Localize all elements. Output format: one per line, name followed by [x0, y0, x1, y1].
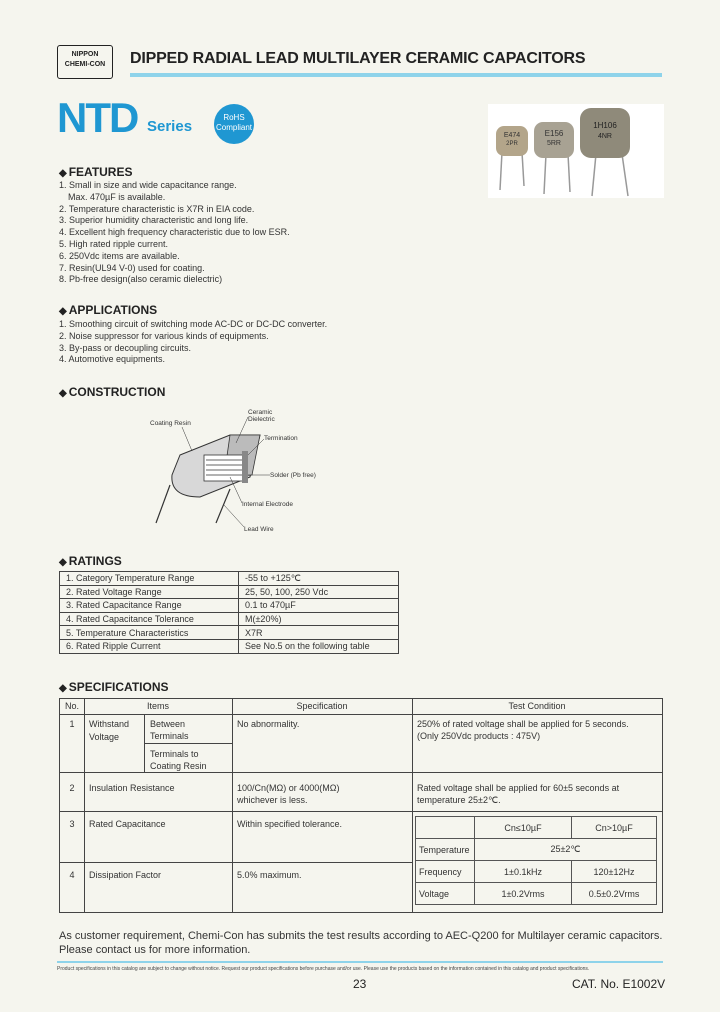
subtable-value: 1±0.2Vrms [475, 883, 572, 905]
subtable-label: Voltage [416, 883, 475, 905]
capacitor-3-line1: 1H106 [593, 121, 617, 130]
table-row [416, 861, 657, 883]
subtable-col: Cn>10µF [572, 817, 657, 839]
subtable-label: Frequency [416, 861, 475, 883]
spec-no: 1 [69, 719, 75, 729]
test-condition: 250% of rated voltage shall be applied for 5 seconds. [417, 719, 629, 729]
label-electrode: Internal Electrode [242, 501, 293, 508]
diamond-icon: ◆ [59, 168, 67, 179]
rating-item: 5. Temperature Characteristics [60, 626, 239, 640]
title-rule [130, 73, 662, 77]
row-divider [144, 743, 232, 744]
spec-item: Insulation Resistance [89, 783, 175, 793]
applications-heading-text: APPLICATIONS [68, 303, 158, 317]
subtable-value: 25±2℃ [475, 839, 657, 861]
col-divider [232, 699, 233, 912]
capacitor-2-line2: 5RR [546, 140, 562, 147]
spec-value: Within specified tolerance. [237, 819, 343, 829]
page-title: DIPPED RADIAL LEAD MULTILAYER CERAMIC CAPACITORS [130, 50, 586, 67]
rating-item: 4. Rated Capacitance Tolerance [60, 612, 239, 626]
table-row [60, 639, 399, 653]
capacitor-1-line2: 2PR [506, 141, 518, 147]
col-divider [412, 699, 413, 912]
rohs-badge [214, 104, 254, 144]
construction-heading [59, 385, 165, 399]
rating-item: 2. Rated Voltage Range [60, 585, 239, 599]
table-row [60, 599, 399, 613]
spec-value: whichever is less. [237, 795, 308, 805]
rohs-line1: RoHS [223, 113, 245, 122]
list-item: 4. Excellent high frequency characteristic due to low ESR. [59, 227, 290, 238]
rating-value: X7R [239, 626, 399, 640]
diamond-icon: ◆ [59, 557, 67, 568]
capacitor-1 [496, 126, 528, 190]
diamond-icon: ◆ [59, 306, 67, 317]
list-item: 5. High rated ripple current. [59, 238, 169, 249]
list-item: 4. Automotive equipments. [59, 354, 166, 365]
rating-value: See No.5 on the following table [239, 639, 399, 653]
spec-item: Voltage [89, 732, 120, 742]
table-row [416, 817, 657, 839]
spec-header-no: No. [64, 701, 79, 711]
capacitor-2-line1: E156 [544, 129, 564, 138]
ratings-heading-text: RATINGS [68, 554, 122, 568]
table-row [60, 585, 399, 599]
label-termination: Termination [264, 435, 298, 442]
spec-header-items: Items [146, 701, 169, 711]
capacitor-3 [580, 108, 630, 196]
page-number: 23 [353, 977, 367, 991]
spec-no: 3 [69, 819, 75, 829]
rating-item: 6. Rated Ripple Current [60, 639, 239, 653]
table-row [60, 572, 399, 586]
spec-no: 2 [69, 783, 75, 793]
test-condition: Rated voltage shall be applied for 60±5 seconds at [417, 783, 620, 793]
list-item: 8. Pb-free design(also ceramic dielectric) [59, 274, 223, 285]
specifications-heading [59, 680, 169, 694]
list-item: 2. Noise suppressor for various kinds of equipments. [59, 330, 269, 341]
rating-item: 3. Rated Capacitance Range [60, 599, 239, 613]
spec-header-test: Test Condition [508, 701, 566, 711]
spec-no: 4 [69, 870, 75, 880]
rating-value: -55 to +125℃ [239, 572, 399, 586]
subtable-label: Temperature [416, 839, 475, 861]
table-row [416, 883, 657, 905]
list-item: Max. 470µF is available. [68, 191, 166, 202]
diamond-icon: ◆ [59, 388, 67, 399]
disclaimer: Product specifications in this catalog are subject to change without notice. Request our product specifications before purchase and/or use. Please use the products based on the information contained in this catalog and product specifications. [57, 966, 590, 972]
test-condition-subtable [415, 816, 657, 905]
ratings-table [59, 571, 399, 654]
features-list [59, 180, 290, 286]
subtable-corner [416, 817, 475, 839]
label-lead: Lead Wire [244, 526, 274, 533]
applications-heading [59, 303, 157, 317]
capacitor-3-line2: 4NR [597, 133, 613, 140]
subtable-value: 120±12Hz [572, 861, 657, 883]
capacitor-2 [534, 122, 574, 194]
rohs-line2: Compliant [215, 123, 252, 132]
diamond-icon: ◆ [59, 683, 67, 694]
list-item: 3. By-pass or decoupling circuits. [59, 342, 192, 353]
specifications-heading-text: SPECIFICATIONS [68, 680, 169, 694]
applications-list [59, 319, 327, 366]
table-row [416, 839, 657, 861]
label-ceramic: Ceramic [248, 409, 273, 416]
spec-item: Rated Capacitance [89, 819, 166, 829]
spec-subitem: Coating Resin [150, 761, 207, 771]
spec-value: 100/Cn(MΩ) or 4000(MΩ) [237, 783, 340, 793]
row-divider [60, 772, 662, 773]
features-heading [59, 165, 132, 179]
table-row [60, 612, 399, 626]
construction-diagram [140, 405, 360, 540]
series-suffix: Series [147, 118, 193, 135]
rating-item: 1. Category Temperature Range [60, 572, 239, 586]
footer-rule [57, 961, 663, 963]
label-coating: Coating Resin [150, 420, 191, 427]
spec-subitem: Between [150, 719, 186, 729]
spec-item: Dissipation Factor [89, 870, 162, 880]
nippon-chemicon-logo [57, 45, 113, 79]
list-item: 6. 250Vdc items are available. [59, 250, 180, 261]
test-condition: (Only 250Vdc products : 475V) [417, 731, 541, 741]
series-name: NTD [57, 94, 138, 141]
list-item: 2. Temperature characteristic is X7R in EIA code. [59, 203, 255, 214]
specifications-table [59, 698, 663, 913]
row-divider [60, 862, 412, 863]
spec-value: No abnormality. [237, 719, 300, 729]
subtable-value: 0.5±0.2Vrms [572, 883, 657, 905]
spec-value: 5.0% maximum. [237, 870, 302, 880]
logo-line1: NIPPON [71, 51, 99, 58]
catalog-number: CAT. No. E1002V [572, 977, 666, 991]
logo-line2: CHEMI-CON [64, 61, 106, 68]
construction-heading-text: CONSTRUCTION [68, 385, 166, 399]
aec-q200-note: As customer requirement, Chemi-Con has submits the test results according to AEC-Q200 for Multilayer ceramic capacitors. Please contact us for more information. [59, 930, 663, 956]
ratings-heading [59, 554, 122, 568]
list-item: 1. Smoothing circuit of switching mode AC-DC or DC-DC converter. [59, 319, 328, 329]
rating-value: 25, 50, 100, 250 Vdc [239, 585, 399, 599]
spec-subitem: Terminals [150, 731, 189, 741]
spec-header-spec: Specification [296, 701, 348, 711]
spec-item: Withstand [89, 719, 130, 729]
capacitor-1-line1: E474 [503, 132, 521, 139]
label-dielectric: Dielectric [248, 416, 275, 423]
list-item: 3. Superior humidity characteristic and long life. [59, 215, 249, 226]
list-item: 7. Resin(UL94 V-0) used for coating. [59, 262, 205, 273]
spec-subitem: Terminals to [150, 749, 199, 759]
row-divider [60, 811, 662, 812]
rating-value: 0.1 to 470µF [239, 599, 399, 613]
col-divider [84, 699, 85, 912]
product-photo [488, 104, 664, 198]
features-heading-text: FEATURES [68, 165, 133, 179]
subtable-value: 1±0.1kHz [475, 861, 572, 883]
subtable-col: Cn≤10µF [475, 817, 572, 839]
list-item: 1. Small in size and wide capacitance range. [59, 180, 237, 190]
rating-value: M(±20%) [239, 612, 399, 626]
label-solder: Solder (Pb free) [270, 472, 316, 479]
table-row [60, 626, 399, 640]
test-condition: temperature 25±2℃. [417, 795, 501, 805]
